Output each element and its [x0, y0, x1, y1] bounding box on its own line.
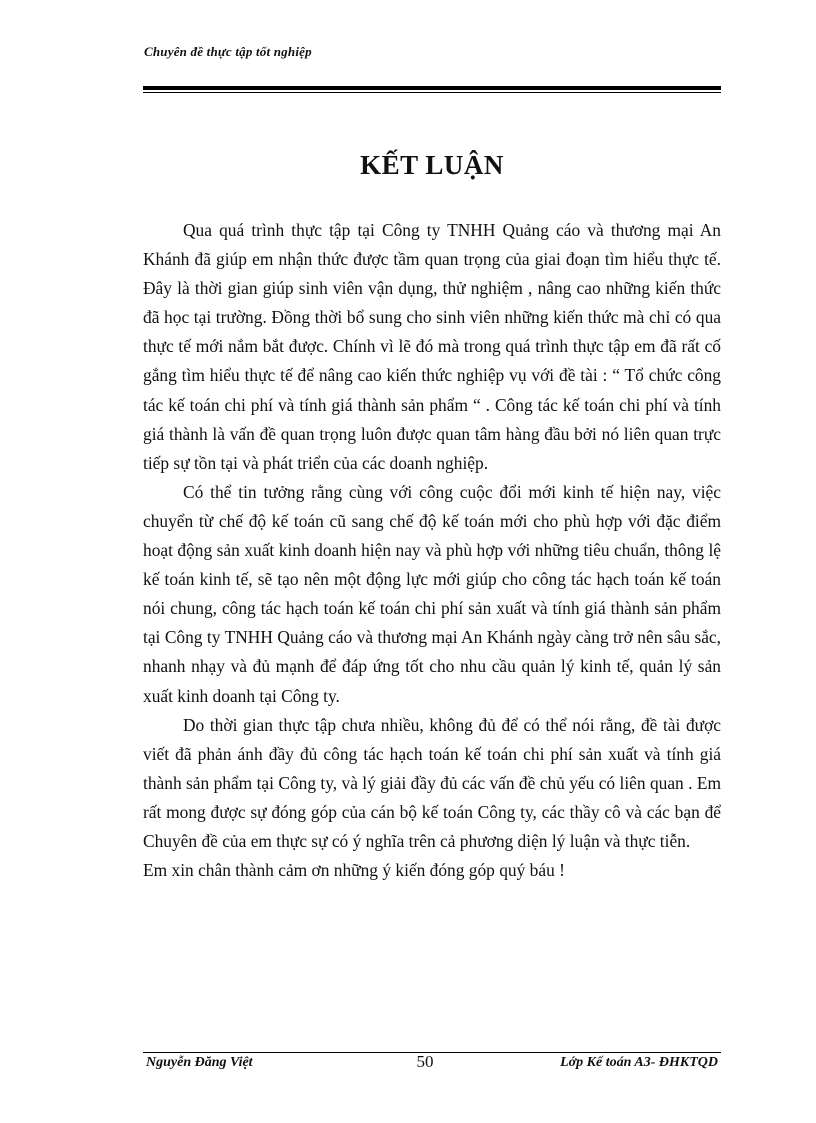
closing-line: Em xin chân thành cảm ơn những ý kiến đóng góp quý báu !: [143, 860, 565, 881]
paragraph: Do thời gian thực tập chưa nhiều, không đủ để có thể nói rằng, đề tài được viết đã phản ánh đầy đủ công tác hạch toán kế toán chi phí sản xuất và tính giá thành sản phẩm tại Công ty, và lý giải đầy đủ các vấn đề chủ yếu có liên quan . Em rất mong được sự đóng góp của cán bộ kế toán Công ty, các thầy cô và các bạn để Chuyên đề của em thực sự có ý nghĩa trên cả phương diện lý luận và thực tiễn.: [143, 714, 721, 851]
header-rule: [143, 86, 721, 90]
paragraph: Qua quá trình thực tập tại Công ty TNHH Quảng cáo và thương mại An Khánh đã giúp em nhận thức được tầm quan trọng của giai đoạn tìm hiểu thực tế. Đây là thời gian giúp sinh viên vận dụng, thử nghiệm , nâng cao những kiến thức đã học tại trường. Đồng thời bổ sung cho sinh viên những kiến thức mà chỉ có qua thực tế mới nắm bắt được. Chính vì lẽ đó mà trong quá trình thực tập em đã rất cố gắng tìm hiểu thực tế để nâng cao kiến thức nghiệp vụ với đề tài : “ Tổ chức công tác kế toán chi phí và tính giá thành sản phẩm “ . Công tác kế toán chi phí và tính giá thành là vấn đề quan trọng luôn được quan tâm hàng đầu bởi nó liên quan trực tiếp sự tồn tại và phát triển của các doanh nghiệp.: [143, 220, 721, 473]
page-title: KẾT LUẬN: [360, 150, 504, 180]
header-rule-thin: [143, 92, 721, 93]
running-header: Chuyên đề thực tập tốt nghiệp: [144, 44, 312, 59]
footer-author: Nguyễn Đăng Việt: [146, 1055, 253, 1070]
paragraph: Có thể tin tưởng rằng cùng với công cuộc đổi mới kinh tế hiện nay, việc chuyển từ chế độ kế toán cũ sang chế độ kế toán mới cho phù hợp với đặc điểm hoạt động sản xuất kinh doanh hiện nay và phù hợp với những tiêu chuẩn, thông lệ kế toán kinh tế, sẽ tạo nên một động lực mới giúp cho công tác hạch toán kế toán nói chung, công tác hạch toán kế toán chi phí sản xuất và tính giá thành sản phẩm tại Công ty TNHH Quảng cáo và thương mại An Khánh ngày càng trở nên sâu sắc, nhanh nhạy và đủ mạnh để đáp ứng tốt cho nhu cầu quản lý kinh tế, quản lý sản xuất kinh doanh tại Công ty.: [143, 481, 721, 706]
footer-class: Lớp Kế toán A3- ĐHKTQD: [560, 1055, 718, 1070]
page-number: 50: [416, 1052, 434, 1071]
body-text: [143, 216, 721, 885]
